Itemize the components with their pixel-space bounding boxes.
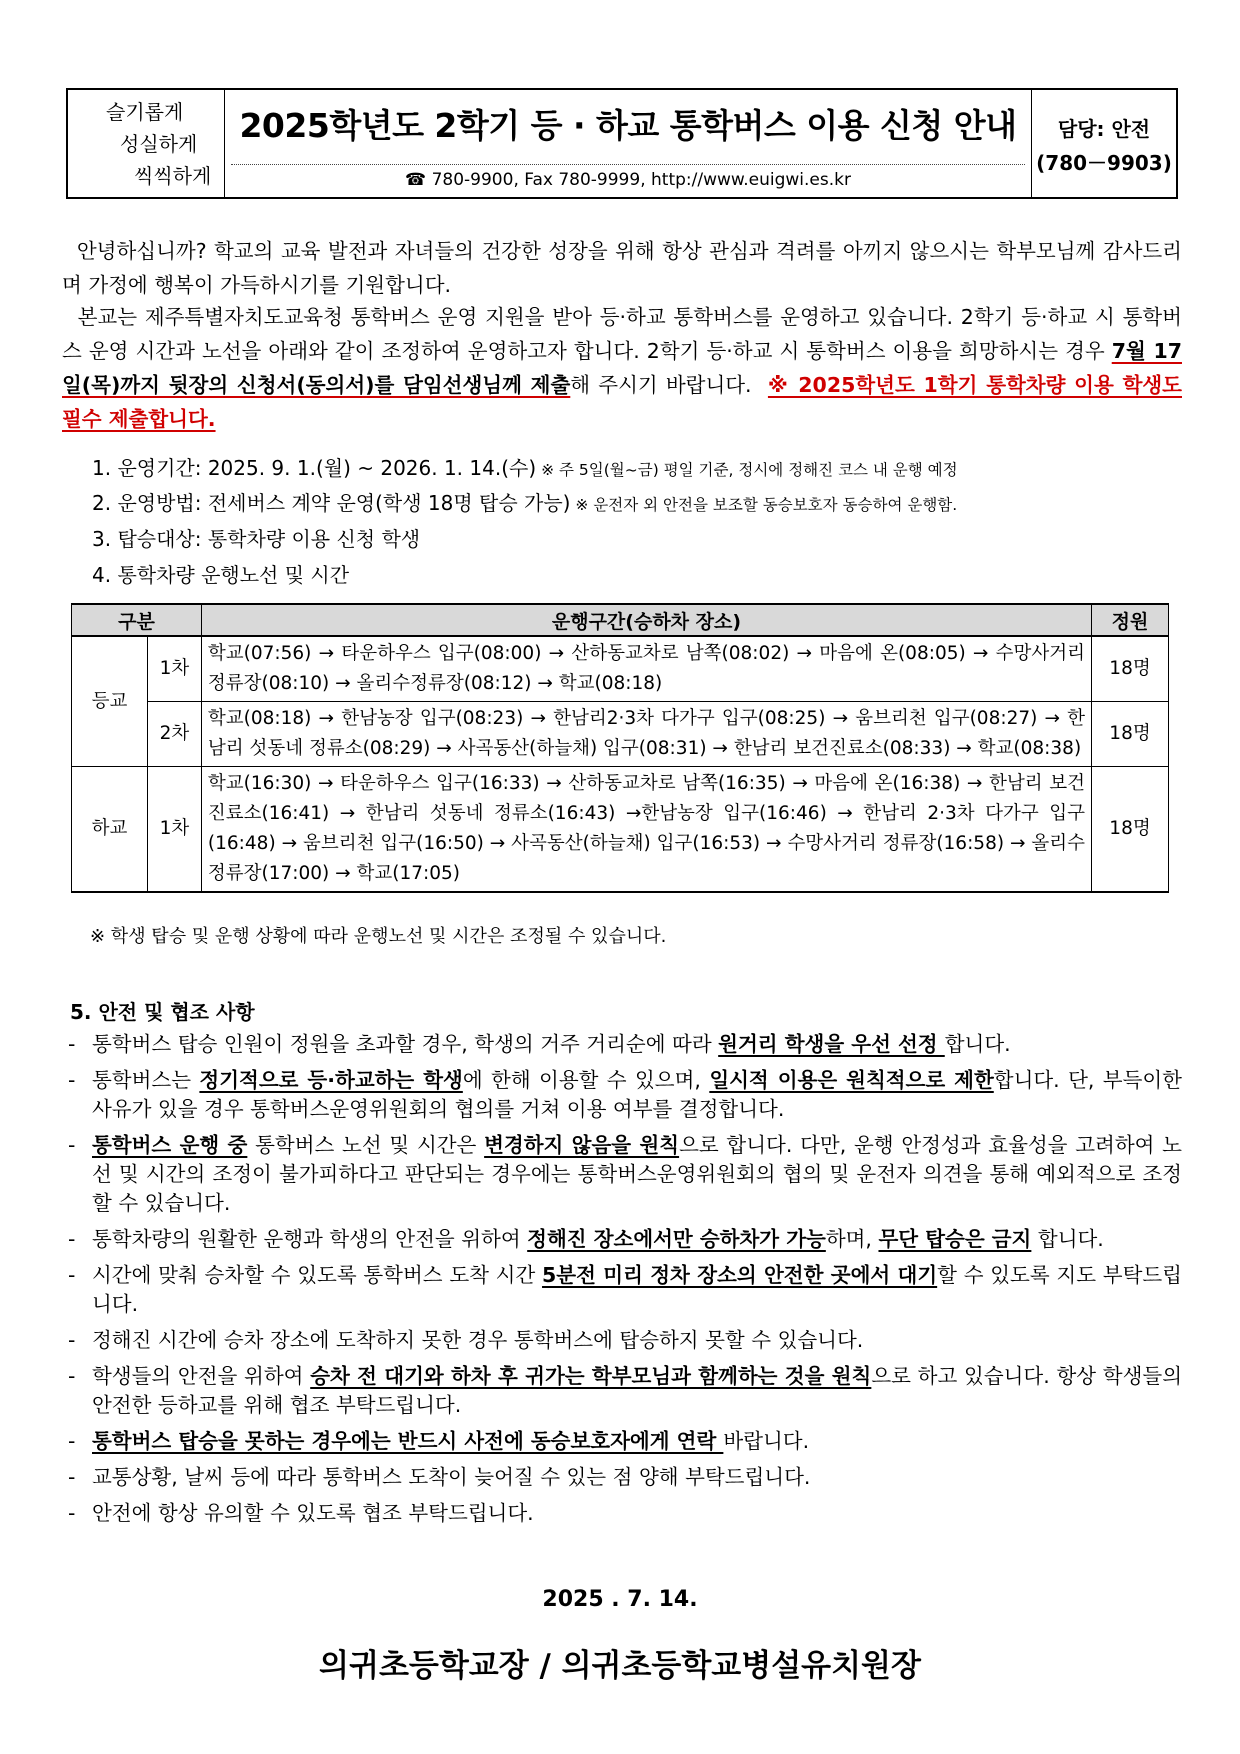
bullet-text: 바랍니다.: [723, 1429, 810, 1453]
item-text: 4. 통학차량 운행노선 및 시간: [92, 563, 350, 587]
bullet-text: 합니다. 단, 부득이한 사유가 있을 경우 통학버스운영위원회의 협의를 거쳐 이용 여부를 결정합니다.: [92, 1068, 1182, 1121]
bullet-text: 통학버스 노선 및 시간은: [247, 1133, 485, 1157]
item-note: ※ 주 5일(월~금) 평일 기준, 정시에 정해진 코스 내 운행 예정: [536, 461, 958, 479]
emphasis-text: 원거리 학생을 우선 선정: [718, 1032, 945, 1056]
safety-list: [66, 1030, 1182, 1535]
charge-label: 담당: 안전: [1057, 117, 1151, 141]
emphasis-text: 정해진 장소에서만 승하차가 가능: [527, 1227, 826, 1251]
bullet-text: 으로 하고 있습니다. 항상 학생들의 안전한 등하교를 위해 협조 부탁드립니다.: [92, 1364, 1182, 1417]
list-item: [66, 1225, 1182, 1254]
list-item: [66, 1326, 1182, 1355]
item-text: 3. 탑승대상: 통학차량 이용 신청 학생: [92, 527, 421, 551]
item-text: 1. 운영기간: 2025. 9. 1.(월) ~ 2026. 1. 14.(수): [92, 456, 537, 480]
school-motto: [68, 90, 225, 197]
route-cell: 학교(16:30) → 타운하우스 입구(16:33) → 산하동교차로 남쪽(16:35) → 마음에 온(16:38) → 한남리 보건진료소(16:41) → 한남리 섯동네 정류소(16:43) →한남농장 입구(16:46) → 한남리 2·3차 다가구 입구(16:48) → 움브리천 입구(16:50) → 사곡동산(하늘채) 입구(16:53) → 수망사거리 정류장(16:58) → 올리수정류장(17:00) → 학교(17:05): [201, 767, 1091, 893]
page-title: 2025학년도 2학기 등 · 하교 통학버스 이용 신청 안내: [239, 106, 1017, 145]
round-cell: 1차: [147, 767, 201, 893]
notice-paragraph: [62, 300, 1182, 436]
bullet-text: 교통상황, 날씨 등에 따라 통학버스 도착이 늦어질 수 있는 점 양해 부탁드립니다.: [92, 1465, 811, 1489]
round-cell: 1차: [147, 636, 201, 702]
group-label: 등교: [72, 636, 148, 767]
person-in-charge: [1032, 90, 1176, 197]
capacity-cell: 18명: [1092, 767, 1169, 893]
column-header: 정원: [1092, 604, 1169, 636]
item-text: 2. 운영방법: 전세버스 계약 운영(학생 18명 탑승 가능): [92, 491, 571, 515]
bullet-text: 안전에 항상 유의할 수 있도록 협조 부탁드립니다.: [92, 1501, 534, 1525]
bullet-text: 합니다.: [944, 1032, 1011, 1056]
header-box: [66, 88, 1178, 199]
bullet-text: 학생들의 안전을 위하여: [92, 1364, 311, 1388]
round-cell: 2차: [147, 702, 201, 767]
motto-line: 씩씩하게: [134, 164, 212, 188]
group-label: 하교: [72, 767, 148, 893]
bullet-text: 통학버스는: [92, 1068, 200, 1092]
column-header: 운행구간(승하차 장소): [201, 604, 1091, 636]
bullet-text: 정해진 시간에 승차 장소에 도착하지 못한 경우 통학버스에 탑승하지 못할 수 있습니다.: [92, 1328, 864, 1352]
notice-text-end: 해 주시기 바랍니다.: [570, 373, 752, 397]
bullet-text: 통학차량의 원활한 운행과 학생의 안전을 위하여: [92, 1227, 528, 1251]
emphasis-text: 일시적 이용은 원칙적으로 제한: [709, 1068, 994, 1092]
list-item: [66, 1261, 1182, 1319]
capacity-cell: 18명: [1092, 702, 1169, 767]
mandatory-notice: ※ 2025학년도 1학기 통학차량 이용 학생도 필수 제출합니다.: [62, 373, 1182, 431]
signature: 의귀초등학교장 / 의귀초등학교병설유치원장: [319, 1648, 921, 1684]
bullet-text: 으로 합니다. 다만, 운행 안정성과 효율성을 고려하여 노선 및 시간의 조정이 불가피하다고 판단되는 경우에는 통학버스운영위원회의 협의 및 운전자 의견을 통해 예외적으로 조정할 수 있습니다.: [92, 1133, 1182, 1215]
table-note: ※ 학생 탑승 및 운행 상황에 따라 운행노선 및 시간은 조정될 수 있습니다.: [90, 926, 667, 947]
column-header: 구분: [72, 604, 202, 636]
emphasis-text: 변경하지 않음을 원칙: [484, 1133, 680, 1157]
dotted-divider: [231, 164, 1025, 165]
route-table: [71, 603, 1169, 893]
list-item: [66, 1362, 1182, 1420]
emphasis-text: 정기적으로 등·하교하는 학생: [199, 1068, 463, 1092]
list-item: [66, 1030, 1182, 1059]
capacity-cell: 18명: [1092, 636, 1169, 702]
greeting-text: 안녕하십니까? 학교의 교육 발전과 자녀들의 건강한 성장을 위해 항상 관심과 격려를 아끼지 않으시는 학부모님께 감사드리며 가정에 행복이 가득하시기를 기원합니다.: [62, 239, 1182, 297]
list-item: [66, 1463, 1182, 1492]
charge-phone: (780－9903): [1036, 151, 1172, 175]
title-box: [225, 90, 1032, 197]
route-cell: 학교(07:56) → 타운하우스 입구(08:00) → 산하동교차로 남쪽(08:02) → 마음에 온(08:05) → 수망사거리 정류장(08:10) → 올리수정류장(08:12) → 학교(08:18): [201, 636, 1091, 702]
emphasis-text: 통학버스 운행 중: [92, 1133, 248, 1157]
motto-line: 슬기롭게: [106, 100, 184, 124]
motto-line: 성실하게: [120, 132, 198, 156]
list-item: [66, 1131, 1182, 1218]
list-item: [66, 1427, 1182, 1456]
table-row: [72, 636, 1169, 702]
list-item: [66, 1066, 1182, 1124]
emphasis-text: 무단 탑승은 금지: [878, 1227, 1032, 1251]
item-note: ※ 운전자 외 안전을 보조할 동승보호자 동승하여 운행함.: [570, 496, 958, 514]
item-method: [92, 489, 957, 519]
list-item: [66, 1499, 1182, 1528]
item-route: [92, 561, 349, 589]
emphasis-text: 승차 전 대기와 하차 후 귀가는 학부모님과 함께하는 것을 원칙: [310, 1364, 872, 1388]
bullet-text: 시간에 맞춰 승차할 수 있도록 통학버스 도착 시간: [92, 1263, 543, 1287]
item-target: [92, 525, 420, 553]
deadline-text: 7월 17일(목)까지 뒷장의 신청서(동의서)를 담임선생님께 제출: [62, 339, 1182, 397]
emphasis-text: 통학버스 탑승을 못하는 경우에는 반드시 사전에 동승보호자에게 연락: [92, 1429, 724, 1453]
bullet-text: 에 한해 이용할 수 있으며,: [462, 1068, 710, 1092]
notice-text: 본교는 제주특별자치도교육청 통학버스 운영 지원을 받아 등·하교 통학버스를 운영하고 있습니다. 2학기 등·하교 시 통학버스 운영 시간과 노선을 아래와 같이 조정하여 운영하고자 합니다. 2학기 등·하교 시 통학버스 이용을 희망하시는 경우: [62, 305, 1182, 363]
greeting-paragraph: [62, 234, 1182, 302]
contact-info: ☎ 780-9900, Fax 780-9999, http://www.euigwi.es.kr: [405, 170, 851, 190]
item-period: [92, 454, 958, 484]
bullet-text: 통학버스 탑승 인원이 정원을 초과할 경우, 학생의 거주 거리순에 따라: [92, 1032, 719, 1056]
bullet-text: 합니다.: [1031, 1227, 1104, 1251]
table-row: [72, 767, 1169, 893]
bullet-text: 할 수 있도록 지도 부탁드립니다.: [92, 1263, 1182, 1316]
emphasis-text: 5분전 미리 정차 장소의 안전한 곳에서 대기: [542, 1263, 938, 1287]
bullet-text: 하며,: [825, 1227, 879, 1251]
table-row: [72, 702, 1169, 767]
section-heading: 5. 안전 및 협조 사항: [70, 1000, 255, 1024]
table-header-row: [72, 604, 1169, 636]
route-cell: 학교(08:18) → 한남농장 입구(08:23) → 한남리2·3차 다가구 입구(08:25) → 움브리천 입구(08:27) → 한남리 섯동네 정류소(08:29) → 사곡동산(하늘채) 입구(08:31) → 한남리 보건진료소(08:33) → 학교(08:38): [201, 702, 1091, 767]
document-date: 2025 . 7. 14.: [542, 1587, 698, 1612]
